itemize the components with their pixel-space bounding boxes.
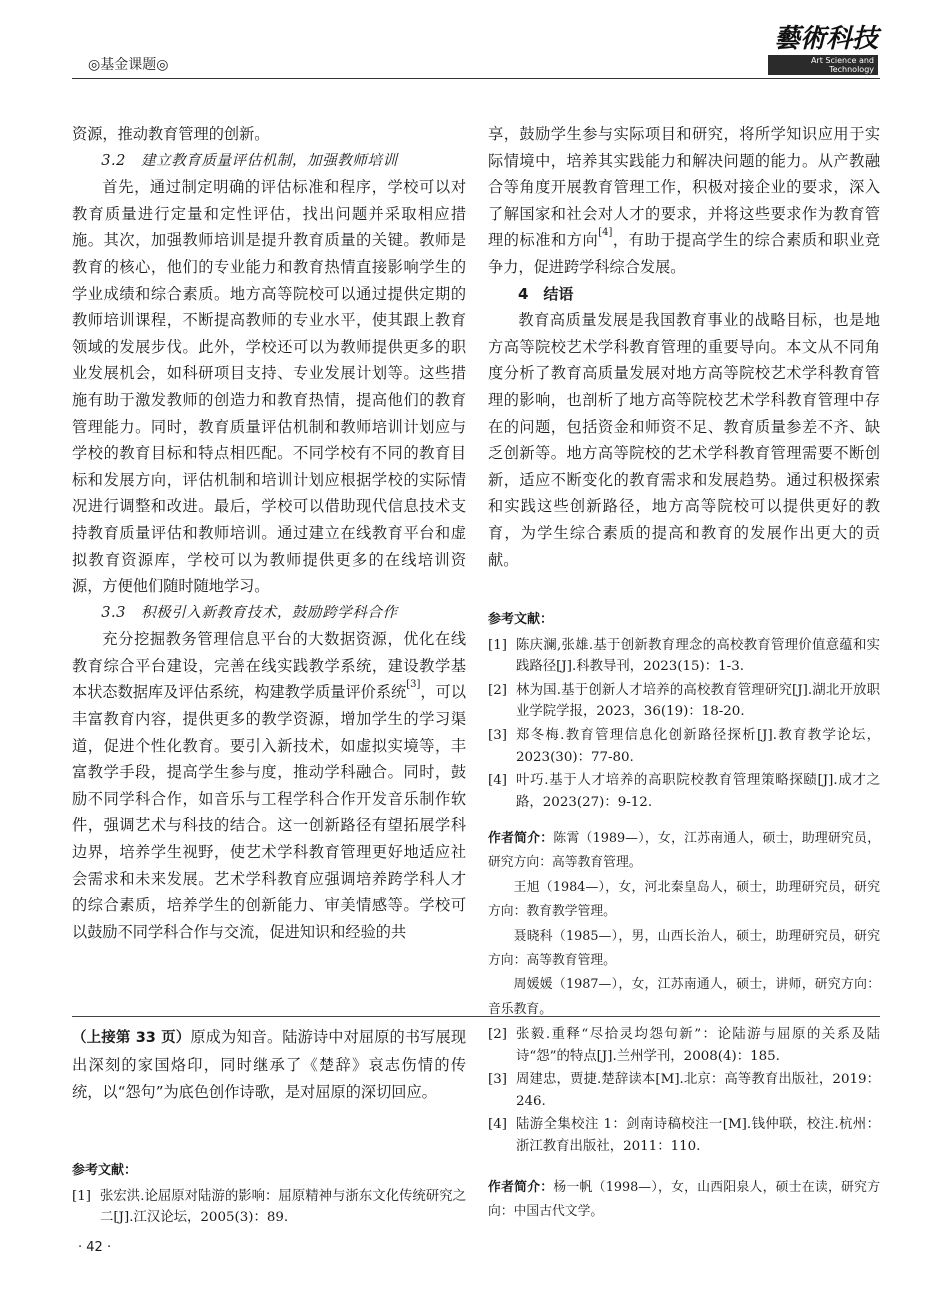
reference-text: 张毅.重释“尽拾灵均怨句新”：论陆游与屈原的关系及陆诗“怨”的特点[J].兰州学刊，2008(4)：185. xyxy=(516,1027,880,1064)
reference-number: [4] xyxy=(488,773,507,789)
author-bio-text: 陈霄（1989—），女，江苏南通人，硕士，助理研究员，研究方向：高等教育管理。 xyxy=(488,831,881,871)
page-number: · 42 · xyxy=(78,1240,112,1255)
text-span: 原成为知音。陆游诗中对屈原的书写展现出深刻的家国烙印，同时继承了《楚辞》哀志伤情的传统，以“怨句”为底色创作诗歌，是对屈原的深切回应。 xyxy=(72,1028,467,1101)
section-heading-3-3: 3.3 积极引入新教育技术，鼓励跨学科合作 xyxy=(101,603,398,621)
author-bio: 周媛媛（1987—），女，江苏南通人，硕士，讲师，研究方向：音乐教育。 xyxy=(488,977,880,1017)
paragraph: 首先，通过制定明确的评估标准和程序，学校可以对教育质量进行定量和定性评估，找出问题并采取相应措施。其次，加强教师培训是提升教育质量的关键。教师是教育的核心，他们的专业能力和教育热情直接影响学生的学业成绩和综合素质。地方高等院校可以通过提供定期的教师培训课程，不断提高教师的专业水平，使其跟上教育领域的发展步伐。此外，学校还可以为教师提供更多的职业发展机会，如科研项目支持、专业发展计划等。这些措施有助于激发教师的创造力和教育热情，提高他们的教育管理能力。同时，教育质量评估机制和教师培训计划应与学校的教育目标和特点相匹配。不同学校有不同的教育目标和发展方向，评估机制和培训计划应根据学校的实际情况进行调整和改进。最后，学校可以借助现代信息技术支持教育质量评估和教师培训。通过建立在线教育平台和虚拟教育资源库，学校可以为教师提供更多的在线培训资源，方便他们随时随地学习。 xyxy=(72,178,466,596)
paragraph xyxy=(72,1024,466,1106)
continued-text xyxy=(72,1024,466,1106)
paragraph xyxy=(488,121,880,281)
reference-number: [2] xyxy=(488,682,507,698)
reference-text: 陆游全集校注 1：剑南诗稿校注一[M].钱仲联，校注.杭州：浙江教育出版社，2011：110. xyxy=(516,1117,880,1154)
reference-item xyxy=(488,680,880,723)
journal-logo-en: Art Science and Technology xyxy=(768,55,878,75)
paragraph xyxy=(72,626,466,945)
reference-item xyxy=(488,1024,880,1067)
citation: [4] xyxy=(598,227,613,239)
continued-label: （上接第 33 页） xyxy=(72,1030,191,1046)
text-span: ，有助于提高学生的综合素质和职业竞争力，促进跨学科综合发展。 xyxy=(488,231,881,276)
author-bio-second xyxy=(488,1176,880,1225)
reference-text: 陈庆澜,张雄.基于创新教育理念的高校教育管理价值意蕴和实践路径[J].科教导刊，2023(15)：1-3. xyxy=(516,637,880,675)
citation: [3] xyxy=(406,679,421,691)
section-heading-4: 4 结语 xyxy=(518,284,574,303)
reference-item xyxy=(488,1069,880,1112)
left-column xyxy=(72,121,466,945)
reference-item xyxy=(488,1114,880,1157)
paragraph: 教育高质量发展是我国教育事业的战略目标，也是地方高等院校艺术学科教育管理的重要导向。本文从不同角度分析了教育高质量发展对地方高等院校艺术学科教育管理的影响，也剖析了地方高等院校艺术学科教育管理中存在的问题，包括资金和师资不足、教育质量参差不齐、缺乏创新等。地方高等院校的艺术学科教育管理需要不断创新，适应不断变化的教育需求和发展趋势。通过积极探索和实践这些创新路径，地方高等院校可以提供更好的教育，为学生综合素质的提高和教育的发展作出更大的贡献。 xyxy=(488,311,880,569)
reference-number: [1] xyxy=(72,1188,91,1204)
reference-number: [3] xyxy=(488,727,507,743)
author-bio-main xyxy=(488,827,880,1022)
journal-logo-cn: 藝術科技 xyxy=(773,24,878,54)
right-column xyxy=(488,121,880,573)
references-second-left xyxy=(72,1160,466,1231)
header-rule xyxy=(72,78,880,79)
author-bio xyxy=(488,827,880,876)
reference-text: 郑冬梅.教育管理信息化创新路径探析[J].教育教学论坛，2023(30)：77-80. xyxy=(516,727,880,765)
author-bio-label: 作者简介： xyxy=(488,1180,554,1195)
journal-logo xyxy=(768,24,878,72)
reference-item xyxy=(488,635,880,678)
author-bio xyxy=(488,1176,880,1225)
reference-number: [3] xyxy=(488,1072,507,1088)
text-span: ，可以丰富教育内容，提供更多的教学资源，增加学生的学习渠道，促进个性化教育。要引入新技术，如虚拟实境等，丰富教学手段，提高学生参与度，推动学科融合。同时，鼓励不同学科合作，如音乐与工程学科合作开发音乐制作软件，强调艺术与科技的结合。这一创新路径有望拓展学科边界，培养学生视野，使艺术学科教育管理更好地适应社会需求和未来发展。艺术学科教育应强调培养跨学科人才的综合素质，培养学生的创新能力、审美情感等。学校可以鼓励不同学科合作与交流，促进知识和经验的共 xyxy=(72,683,467,941)
references-title: 参考文献： xyxy=(488,612,554,627)
reference-text: 张宏洪.论屈原对陆游的影响：屈原精神与浙东文化传统研究之二[J].江汉论坛，2005(3)：89. xyxy=(100,1188,466,1226)
section-divider xyxy=(72,1016,880,1017)
reference-text: 周建忠，贾捷.楚辞读本[M].北京：高等教育出版社，2019：246. xyxy=(516,1072,880,1109)
paragraph: 资源，推动教育管理的创新。 xyxy=(72,125,270,143)
reference-number: [2] xyxy=(488,1027,507,1042)
text-span: 充分挖掘教务管理信息平台的大数据资源，优化在线教育综合平台建设，完善在线实践教学系统，建设教学基本状态数据库及评估系统，构建教学质量评价系统 xyxy=(72,630,466,702)
page-header xyxy=(72,0,880,84)
author-bio: 聂晓科（1985—），男，山西长治人，硕士，助理研究员，研究方向：高等教育管理。 xyxy=(488,928,880,969)
reference-item xyxy=(488,725,880,768)
reference-number: [4] xyxy=(488,1117,507,1133)
author-bio-label: 作者简介： xyxy=(488,831,554,846)
text-span: 享，鼓励学生参与实际项目和研究，将所学知识应用于实际情境中，培养其实践能力和解决问题的能力。从产教融合等角度开展教育管理工作，积极对接企业的要求，深入了解国家和社会对人才的要求，并将这些要求作为教育管理的标准和方向 xyxy=(488,125,880,250)
author-bio: 王旭（1984—），女，河北秦皇岛人，硕士，助理研究员，研究方向：教育教学管理。 xyxy=(488,879,880,920)
references-title: 参考文献： xyxy=(72,1163,138,1178)
section-heading-3-2: 3.2 建立教育质量评估机制，加强教师培训 xyxy=(101,151,398,169)
author-bio-text: 杨一帆（1998—），女，山西阳泉人，硕士在读，研究方向：中国古代文学。 xyxy=(488,1180,881,1220)
reference-text: 叶巧.基于人才培养的高职院校教育管理策略探赜[J].成才之路，2023(27)：9-12. xyxy=(516,773,880,810)
reference-item xyxy=(72,1186,466,1229)
references-main xyxy=(488,609,880,815)
reference-text: 林为国.基于创新人才培养的高校教育管理研究[J].湖北开放职业学院学报，2023，36(19)：18-20. xyxy=(516,682,880,720)
reference-number: [1] xyxy=(488,637,507,653)
references-second-right xyxy=(488,1024,880,1160)
reference-item xyxy=(488,770,880,813)
section-category: ◎基金课题◎ xyxy=(88,57,169,73)
